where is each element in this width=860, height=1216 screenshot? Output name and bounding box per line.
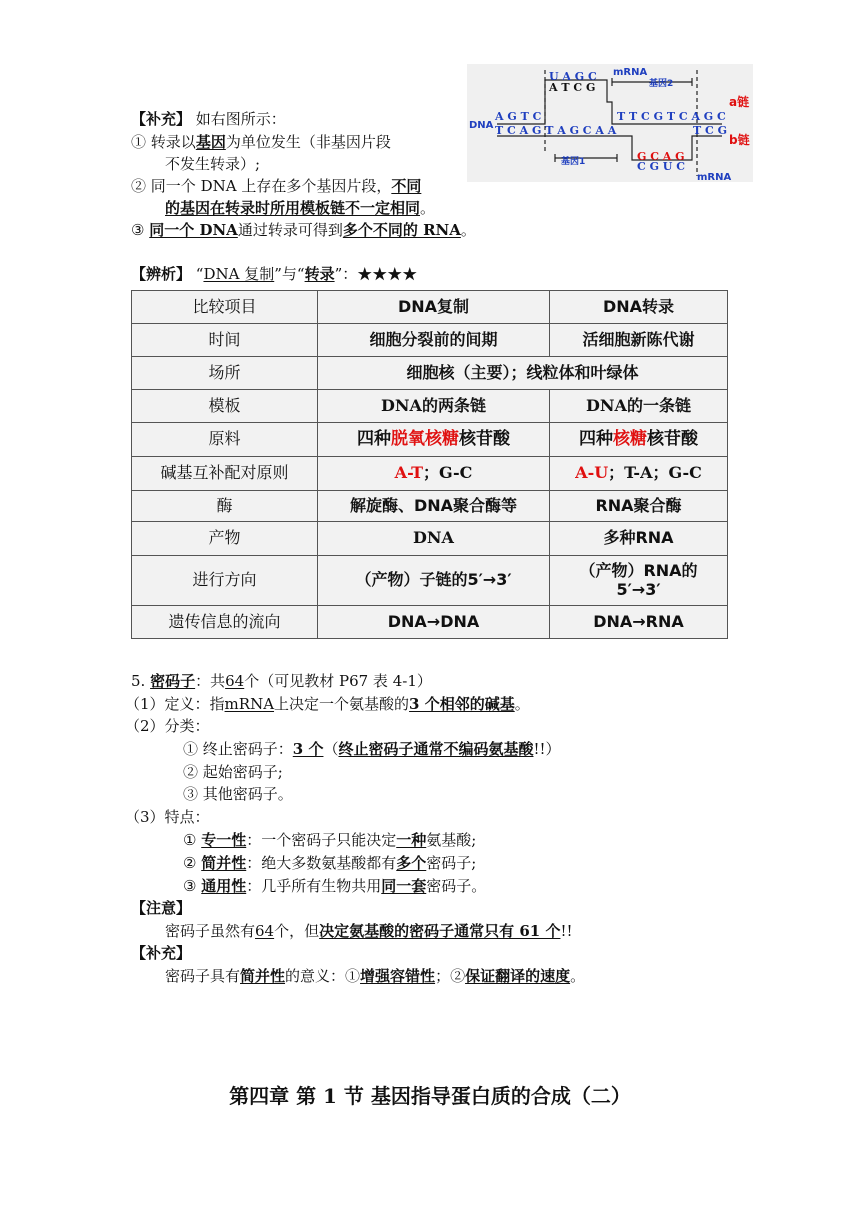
table-cell: 多种RNA: [550, 522, 728, 556]
table-row: [132, 457, 728, 491]
codon-feature-universality: ③ 通用性：几乎所有生物共用同一套密码子。: [183, 877, 487, 895]
supplement2-text: 密码子具有简并性的意义：①增强容错性；②保证翻译的速度。: [165, 967, 586, 985]
a-chain-left-bases: A G T C: [495, 110, 542, 123]
top-mrna-bases: U A G C: [549, 70, 597, 83]
table-cell: 碱基互补配对原则: [132, 457, 318, 491]
codon-classification: （2）分类：: [125, 717, 210, 735]
mrna-top-label: mRNA: [613, 67, 648, 78]
b-chain-left-bases: T C A G T A G C A A: [495, 124, 617, 137]
dna-label: DNA: [469, 120, 494, 131]
bottom-template-bases: G C A G: [637, 150, 685, 163]
supplement-item-1: ① 转录以基因为单位发生（非基因片段: [131, 133, 391, 151]
b-strand-line: [497, 136, 722, 160]
transcription-diagram-svg: [467, 64, 753, 182]
table-cell: 遗传信息的流向: [132, 606, 318, 639]
table-row: [132, 357, 728, 390]
table-header-cell: DNA转录: [550, 291, 728, 324]
table-cell: DNA→DNA: [318, 606, 550, 639]
table-cell: 四种脱氧核糖核苷酸: [318, 423, 550, 457]
codon-features: （3）特点：: [125, 808, 210, 826]
codon-class-stop: ① 终止密码子：3 个（终止密码子通常不编码氨基酸!!）: [183, 740, 561, 758]
mrna-bottom-label: mRNA: [697, 172, 732, 182]
a-chain-label: a链: [729, 95, 750, 109]
table-cell: 活细胞新陈代谢: [550, 324, 728, 357]
table-cell: 细胞分裂前的间期: [318, 324, 550, 357]
table-row: [132, 423, 728, 457]
b-chain-right-bases: T C G: [693, 124, 727, 137]
table-header-cell: 比较项目: [132, 291, 318, 324]
table-cell: 场所: [132, 357, 318, 390]
table-header-cell: DNA复制: [318, 291, 550, 324]
comparison-heading: 【辨析】 “DNA 复制”与“转录”：★★★★: [131, 265, 418, 283]
bottom-mrna-bases: C G U C: [637, 160, 685, 173]
supplement-item-2-cont: 的基因在转录时所用模板链不一定相同。: [165, 199, 436, 217]
gene2-label: 基因2: [649, 79, 674, 89]
table-cell: 解旋酶、DNA聚合酶等: [318, 491, 550, 522]
table-cell: DNA: [318, 522, 550, 556]
table-row: [132, 291, 728, 324]
supplement-header: 【补充】: [131, 110, 192, 128]
supplement-intro: 如右图所示：: [195, 110, 286, 128]
codon-class-start: ② 起始密码子;: [183, 763, 283, 781]
table-cell: 细胞核（主要）；线粒体和叶绿体: [318, 357, 728, 390]
codon-definition: （1）定义：指mRNA上决定一个氨基酸的3 个相邻的碱基。: [125, 695, 530, 713]
supplement-line-1: [131, 108, 286, 129]
table-cell: 产物: [132, 522, 318, 556]
table-row: [132, 390, 728, 423]
codon-class-other: ③ 其他密码子。: [183, 785, 293, 803]
table-row: [132, 556, 728, 606]
a-chain-right-bases: T T C G T C A G C: [617, 110, 726, 123]
table-cell: DNA的两条链: [318, 390, 550, 423]
table-cell: A-U；T-A；G-C: [550, 457, 728, 491]
gene1-label: 基因1: [561, 157, 586, 167]
table-cell: RNA聚合酶: [550, 491, 728, 522]
table-cell: 四种核糖核苷酸: [550, 423, 728, 457]
table-row: [132, 522, 728, 556]
table-cell: （产物）RNA的 5′→3′: [550, 556, 728, 606]
table-cell: A-T；G-C: [318, 457, 550, 491]
table-cell: DNA的一条链: [550, 390, 728, 423]
supplement-item-1-cont: 不发生转录）;: [165, 155, 261, 173]
table-row: [132, 491, 728, 522]
top-template-bases: A T C G: [549, 81, 596, 94]
comparison-table: [131, 290, 728, 639]
table-row: [132, 606, 728, 639]
codon-feature-degeneracy: ② 简并性：绝大多数氨基酸都有多个密码子;: [183, 854, 477, 872]
supplement-item-2: ② 同一个 DNA 上存在多个基因片段，不同: [131, 177, 422, 195]
note-text: 密码子虽然有64个，但决定氨基酸的密码子通常只有 61 个!!: [165, 922, 573, 940]
supplement-item-3: ③ 同一个 DNA通过转录可得到多个不同的 RNA。: [131, 221, 476, 239]
table-cell: DNA→RNA: [550, 606, 728, 639]
table-cell: 时间: [132, 324, 318, 357]
chapter-title: 第四章 第 1 节 基因指导蛋白质的合成（二）: [229, 1084, 631, 1108]
note-header: 【注意】: [131, 899, 192, 917]
table-row: [132, 324, 728, 357]
codon-feature-specificity: ① 专一性：一个密码子只能决定一种氨基酸;: [183, 831, 477, 849]
b-chain-label: b链: [729, 133, 750, 147]
table-cell: 酶: [132, 491, 318, 522]
codon-heading: 5. 密码子：共64个（可见教材 P67 表 4-1）: [131, 672, 432, 690]
table-cell: （产物）子链的5′→3′: [318, 556, 550, 606]
table-cell: 模板: [132, 390, 318, 423]
transcription-diagram: [467, 64, 753, 182]
supplement2-header: 【补充】: [131, 944, 192, 962]
table-cell: 原料: [132, 423, 318, 457]
table-cell: 进行方向: [132, 556, 318, 606]
